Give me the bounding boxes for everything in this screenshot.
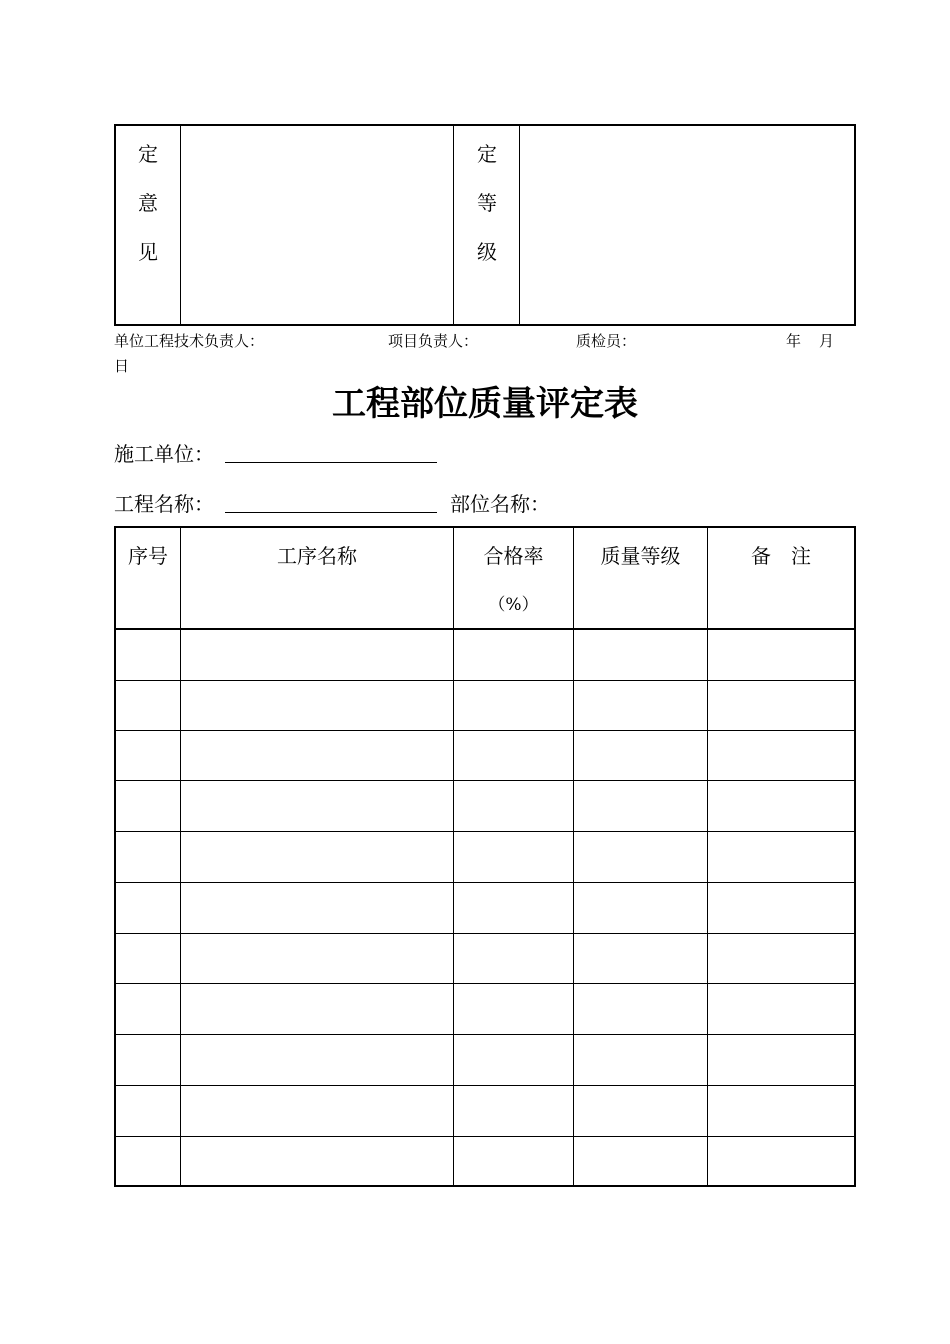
month-label: 月: [819, 332, 835, 350]
header-pass-rate-unit: （%）: [488, 595, 539, 615]
table-row[interactable]: [116, 680, 854, 681]
table-row[interactable]: [116, 1136, 854, 1137]
table-row[interactable]: [116, 1034, 854, 1035]
opinion-label-char: 意: [138, 191, 158, 215]
table-row[interactable]: [116, 780, 854, 781]
project-lead-label: 项目负责人：: [388, 332, 479, 350]
column-divider: [707, 528, 708, 1185]
page-title: 工程部位质量评定表: [332, 384, 638, 424]
column-divider: [453, 528, 454, 1185]
header-process: 工序名称: [277, 544, 357, 568]
inspector-label: 质检员：: [576, 332, 637, 350]
grade-label: [472, 144, 502, 291]
table-row[interactable]: [116, 933, 854, 934]
header-divider: [116, 628, 854, 630]
column-divider: [519, 126, 520, 324]
opinion-label: [133, 144, 163, 291]
table-row[interactable]: [116, 730, 854, 731]
construction-unit-label: 施工单位：: [114, 442, 214, 466]
opinion-label-char: 见: [138, 240, 158, 264]
part-name-label: 部位名称：: [450, 492, 550, 516]
grade-label-char: 定: [477, 142, 497, 166]
header-seq: 序号: [128, 544, 168, 568]
day-label: 日: [114, 357, 130, 375]
opinion-field[interactable]: [182, 126, 452, 324]
signature-line: [114, 331, 854, 351]
header-grade: 质量等级: [600, 544, 681, 568]
table-row[interactable]: [116, 1085, 854, 1086]
column-divider: [180, 528, 181, 1185]
grade-label-char: 等: [477, 191, 497, 215]
table-row[interactable]: [116, 983, 854, 984]
header-remark: 备 注: [751, 544, 811, 568]
construction-unit-input[interactable]: [225, 462, 437, 463]
table-row[interactable]: [116, 831, 854, 832]
column-divider: [180, 126, 181, 324]
evaluation-table: [114, 124, 856, 326]
column-divider: [453, 126, 454, 324]
table-row[interactable]: [116, 882, 854, 883]
project-name-input[interactable]: [225, 512, 437, 513]
year-label: 年: [786, 332, 802, 350]
project-name-label: 工程名称：: [114, 492, 214, 516]
opinion-label-char: 定: [138, 142, 158, 166]
tech-lead-label: 单位工程技术负责人：: [114, 332, 265, 350]
column-divider: [573, 528, 574, 1185]
process-table: [114, 526, 856, 1187]
header-pass-rate: 合格率: [483, 544, 544, 568]
grade-field[interactable]: [521, 126, 854, 324]
grade-label-char: 级: [477, 240, 497, 264]
